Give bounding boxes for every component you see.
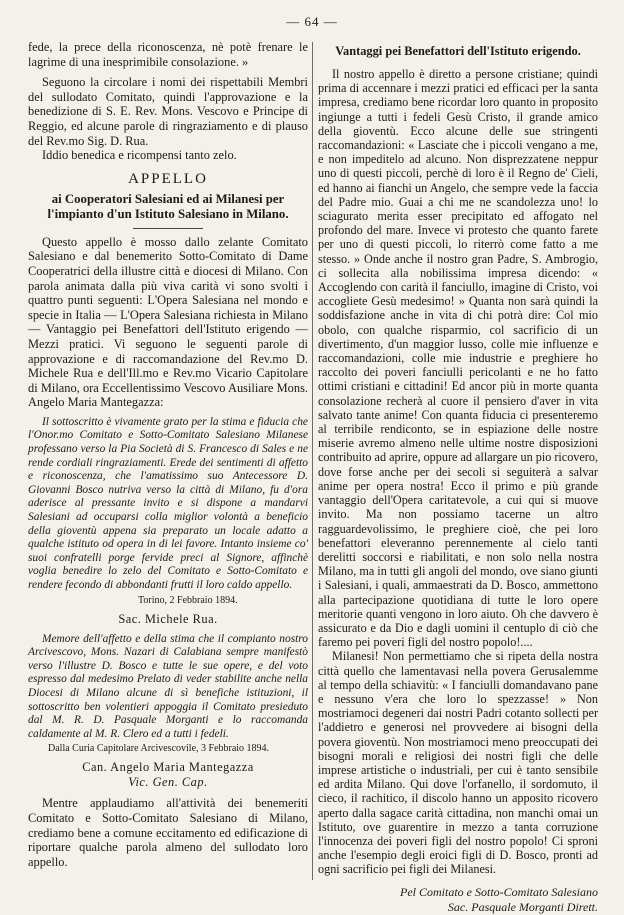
appeal-body: Questo appello è mosso dallo zelante Comitato Salesiano e dal benemerito Sotto-Comitato di Dame Cooperatrici della illustre città e diocesi di Milano. Con parola animata dalla più viva carità vi sono svolti i quattro punti seguenti: L'Opera Salesiana nel mondo e specie in Italia — L'Opera Salesiana richiesta in Milano — Vantaggio pei Benefattori dell'Istituto erigendo — Mezzi pratici. Vi seguono le seguenti parole di approvazione e di raccomandazione del Rev.mo D. Michele Rua e dell'Ill.mo e Rev.mo Vicario Capitolare di Milano, ora Eccellentissimo Vescovo Ausiliare Mons. Angelo Maria Mantegazza:: [28, 234, 308, 410]
intro-paragraph-2: Seguono la circolare i nomi dei rispettabili Membri del sullodato Comitato, quindi l'approvazione e la benedizione di S. E. Rev. Mons. Vescovo e Principe di Reggio, ed alcune parole di ringraziamento e di plauso del Rev.mo Sig. D. Rua.: [28, 75, 308, 148]
section-paragraph-1: Il nostro appello è diretto a persone cristiane; quindi prima di accennare i mezzi pratici ed efficaci per la santa impresa, crediamo bene ricordar loro quanto in proposito ingiunge a tutti i fedeli Gesù Cristo, il grande amico della gioventù. Ecco alcune delle sue stringenti raccomandazioni: « Lasciate che i piccoli vengano a me, e non impeditelo ad alcuno. Non disprezzatene neppur uno di questi piccoli, perchè di loro è il Regno de' Cieli, ed hanno ai fianchi un Angelo, che sempre vede la faccia del Padre mio. Guai a chi me ne scandolezza uno! lo sciagurato merita esser precipitato ed affogato nel profondo del mare. Invece vi protesto che quanto farete per uno di questi piccoli, lo riterrò come fatto a me stesso. » Onde anche il nostro gran Padre, S. Ambrogio, ci sollecita alla nobilissima impresa dicendo: « Accoglendo con carità il fanciullo, imagine di Cristo, voi accogliete Gesù medesimo! » Quanta non sarà quindi la soddisfazione anche in vita di chi potrà dire: Col mio obolo, con qualche risparmio, col sacrificio di un divertimento, d'un maggior lusso, colle mie influenze e raccomandazioni, colle mie industrie e preghiere ho raccolto dei poveri fanciulli pericolanti e ne ho fatto ottimi cristiani e cittadini! Ed ancor più in morte quanta consolazione recherà al cuore il pensiero d'aver in vita salvato tante anime! Con quanta fiducia ci presenteremo al terribile rendiconto, se in espiazione delle nostre miserie avremo almeno nelle ultime nostre disposizioni contribuito ad aprire, oppure ad allargare un pio ricovero, dove forse anche per dei secoli si seguiterà a salvar anime per opera nostra! Ecco il primo e più grande vantaggio dell'Opera caritatevole, a cui qui si muove invito. Ma non possiamo tacerne un altro ragguardevolissimo, le preghiere cioè, che pei loro benefattori eleveranno perennemente al cielo tanti derelitti soccorsi e riabilitati, e non solo nella nostra Milano, ma in tutti gli angoli del mondo, ove siano giunti i Salesiani, i quali, ammaestrati da D. Bosco, ammettono alla partecipazione quotidiana di tutte le loro opere meritorie quanti vengono in loro aiuto. Oh che davvero è assicurato e da Dio e dagli uomini il centuplo di ciò che faremo pei poveri figli del nostro popolo!....: [318, 67, 598, 650]
signature-director: Sac. Pasquale Morganti Dirett.: [447, 899, 598, 914]
right-column: [318, 40, 598, 915]
intro-paragraph-1: fede, la prece della riconoscenza, nè potè frenare le lagrime di una inesprimibile consolazione. »: [28, 40, 308, 69]
signature-committee: Pel Comitato e Sotto-Comitato Salesiano: [400, 884, 598, 899]
closing-paragraph: Mentre applaudiamo all'attività dei benemeriti Comitato e Sotto-Comitato Salesiano di Milano, crediamo bene a comune eccitamento ed edificazione di riportare qualche parola almeno del sullodato loro appello.: [28, 796, 308, 869]
signer-mantegazza-role: Vic. Gen. Cap.: [128, 775, 208, 790]
column-divider: [312, 42, 313, 880]
appeal-subheading: ai Cooperatori Salesiani ed ai Milanesi per l'impianto d'un Istituto Salesiano in Milano.: [47, 191, 289, 221]
date-rua: Torino, 2 Febbraio 1894.: [138, 594, 238, 606]
left-column: [28, 40, 308, 869]
section-paragraph-2: Milanesi! Non permettiamo che si ripeta della nostra città quello che lamentavasi nella povera Gerusalemme al tempo della schiavitù: « I fanciulli domandavano pane e nessuno v'era che loro lo spezzasse! » Non mostriamoci degeneri dai nostri Padri cotanto sollecti per l'addietro e generosi nel provvedere ai bisogni della povera gioventù. Non mostriamoci meno preoccupati dei bisogni morali e religiosi dei nostri figli che delle imprese artistiche o industriali, per cui è tanto sensibile ed ardita Milano. Qui dove l'orfanello, il sordomuto, il cieco, il rachitico, il discolo hanno un apposito ricovero aperto dalla sagace carità cittadina, non manchi omai un Istituto, ove guarentire in mezzo a tanta corruzione l'innocenza dei poveri figli del nostro popolo! Ci sproni anche l'esempio degli eroici figli di D. Bosco, pronti ad ogni sacrificio pei figli dei Milanesi.: [318, 649, 598, 877]
quote-rua: Il sottoscritto è vivamente grato per la stima e fiducia che l'Onor.mo Comitato e Sotto-Comitato Salesiano Milanese professano verso la Pia Società di S. Francesco di Sales e ne rende cordiali ringraziamenti. Erede dei sentimenti di affetto e riconoscenza, che l'amatissimo suo Antecessore D. Giovanni Bosco nutriva verso la città di Milano, fu d'ora aderisce al pressante invito e si dispone a mandarvi Salesiani ad occuparsi colla miglior volontà a beneficio della gioventù appena sia preparato un locale adatto a qualche istituto od opera in di lei favore. Intanto insieme co' suoi confratelli porge fervide preci al Signore, affinchè voglia benedire lo zelo del Comitato e Sotto-Comitato e rendere fecondo di abbondanti frutti il loro caldo appello.: [28, 415, 308, 591]
appeal-heading: APPELLO: [128, 170, 208, 187]
section-heading: Vantaggi pei Benefattori dell'Istituto erigendo.: [335, 44, 581, 58]
page-number: — 64 —: [286, 14, 338, 29]
signer-mantegazza: Can. Angelo Maria Mantegazza: [82, 760, 254, 775]
heading-rule: [133, 228, 203, 229]
intro-paragraph-3: Iddio benedica e ricompensi tanto zelo.: [42, 148, 237, 163]
quote-mantegazza: Memore dell'affetto e della stima che il compianto nostro Arcivescovo, Mons. Nazari di Calabiana sempre manifestò verso l'illustre D. Bosco e tutte le sue opere, e del voto espresso dal medesimo Prelato di veder stabilite anche nella Diocesi di Milano alcune di sì benefiche istituzioni, il sottoscritto ben volentieri appoggia il Comitato presieduto dal M. R. D. Pasquale Morganti e lo raccomanda caldamente al M. R. Clero ed a tutti i fedeli.: [28, 632, 308, 740]
date-mantegazza: Dalla Curia Capitolare Arcivescovile, 3 Febbraio 1894.: [48, 743, 270, 755]
signer-rua: Sac. Michele Rua.: [118, 611, 218, 626]
